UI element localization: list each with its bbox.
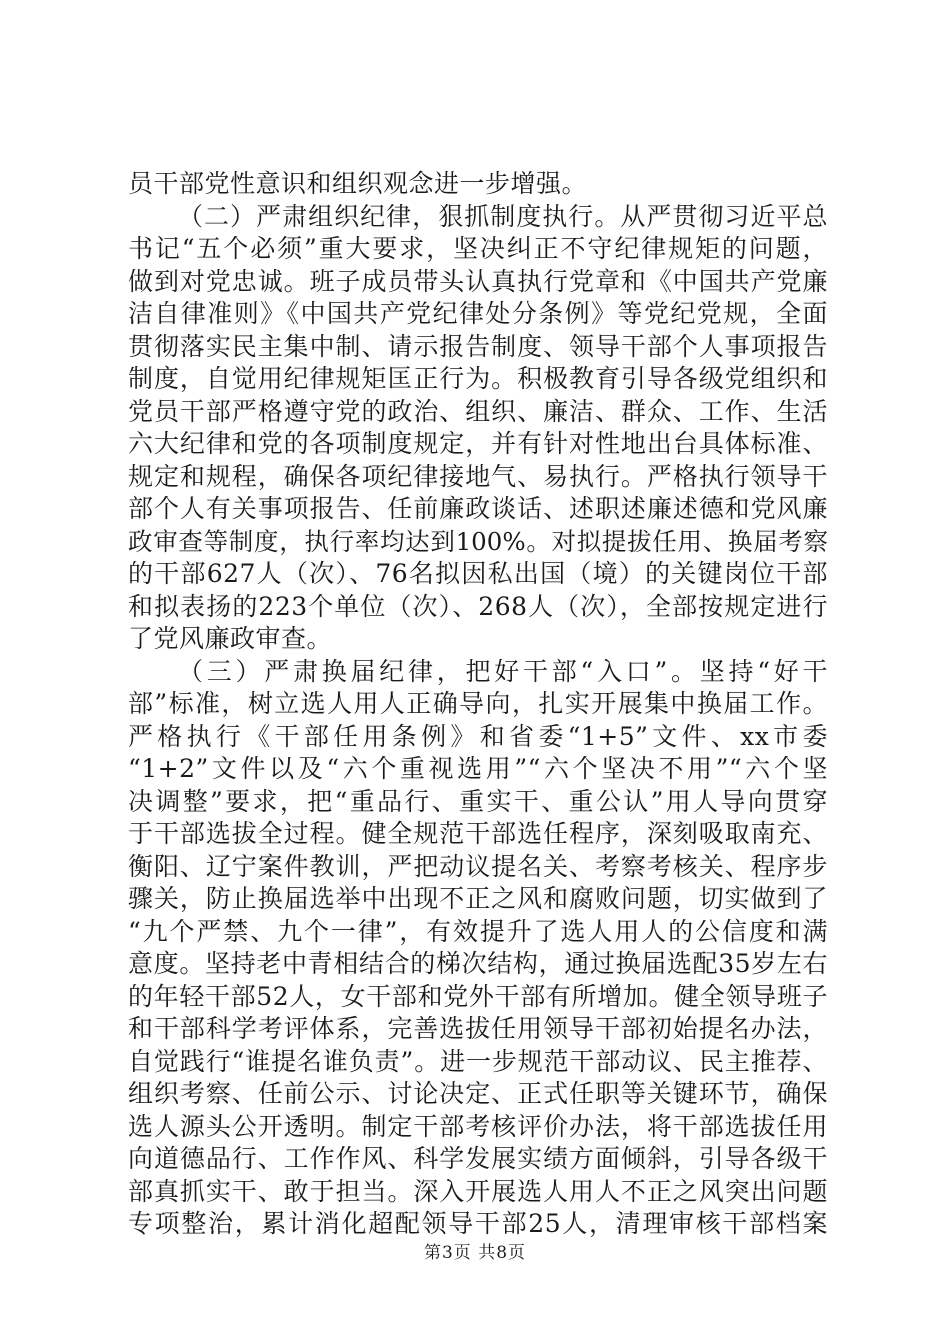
text-line: 专项整治，累计消化超配领导干部25人，清理审核干部档案 — [128, 1209, 828, 1238]
text-line: 骤关，防止换届选举中出现不正之风和腐败问题，切实做到了 — [128, 884, 828, 913]
text-line: 和干部科学考评体系，完善选拔任用领导干部初始提名办法， — [128, 1014, 828, 1043]
text-line: 自觉践行“谁提名谁负责”。进一步规范干部动议、民主推荐、 — [128, 1046, 828, 1076]
text-line: 六大纪律和党的各项制度规定，并有针对性地出台具体标准、 — [128, 429, 828, 458]
text-line: 选人源头公开透明。制定干部考核评价办法，将干部选拔任用 — [128, 1111, 828, 1141]
text-line: 书记“五个必须”重大要求，坚决纠正不守纪律规矩的问题， — [128, 234, 828, 263]
text-line: 制度，自觉用纪律规矩匡正行为。积极教育引导各级党组织和 — [128, 364, 828, 393]
text-line: 和拟表扬的223个单位（次）、268人（次），全部按规定进行 — [128, 591, 828, 621]
document-body — [128, 168, 828, 1241]
text-line: 做到对党忠诚。班子成员带头认真执行党章和《中国共产党廉 — [128, 266, 828, 296]
text-line: 衡阳、辽宁案件教训，严把动议提名关、考察考核关、程序步 — [128, 851, 828, 881]
text-line: 向道德品行、工作作风、科学发展实绩方面倾斜，引导各级干 — [128, 1144, 828, 1173]
text-line: （二）严肃组织纪律，狠抓制度执行。从严贯彻习近平总 — [178, 201, 828, 231]
text-line: 的干部627人（次）、76名拟因私出国（境）的关键岗位干部 — [128, 559, 828, 588]
text-line: 组织考察、任前公示、讨论决定、正式任职等关键环节，确保 — [128, 1079, 828, 1108]
page-number-footer: 第3页 共8页 — [423, 1243, 527, 1263]
text-line: 严格执行《干部任用条例》和省委“1+5”文件、xx市委 — [128, 721, 828, 751]
text-line: 贯彻落实民主集中制、请示报告制度、领导干部个人事项报告 — [128, 331, 828, 361]
text-line: 的年轻干部52人，女干部和党外干部有所增加。健全领导班子 — [128, 981, 828, 1011]
text-line: 部真抓实干、敢于担当。深入开展选人用人不正之风突出问题 — [128, 1176, 828, 1206]
text-line: 部个人有关事项报告、任前廉政谈话、述职述廉述德和党风廉 — [128, 494, 828, 523]
text-line: 于干部选拔全过程。健全规范干部选任程序，深刻吸取南充、 — [128, 819, 828, 848]
text-line: 规定和规程，确保各项纪律接地气、易执行。严格执行领导干 — [128, 461, 828, 491]
text-line: 政审查等制度，执行率均达到100%。对拟提拔任用、换届考察 — [128, 526, 828, 556]
text-line: 员干部党性意识和组织观念进一步增强。 — [128, 169, 588, 198]
text-line: 意度。坚持老中青相结合的梯次结构，通过换届选配35岁左右 — [128, 949, 828, 978]
text-line: “1+2”文件以及“六个重视选用”“六个坚决不用”“六个坚 — [128, 754, 828, 783]
text-line: 了党风廉政审查。 — [128, 624, 333, 653]
text-line: （三）严肃换届纪律，把好干部“入口”。坚持“好干 — [178, 656, 828, 686]
text-line: 决调整”要求，把“重品行、重实干、重公认”用人导向贯穿 — [128, 786, 828, 816]
text-line: “九个严禁、九个一律”，有效提升了选人用人的公信度和满 — [128, 916, 828, 946]
text-line: 部”标准，树立选人用人正确导向，扎实开展集中换届工作。 — [128, 689, 828, 718]
text-line: 党员干部严格遵守党的政治、组织、廉洁、群众、工作、生活 — [128, 396, 828, 426]
text-line: 洁自律准则》《中国共产党纪律处分条例》等党纪党规，全面 — [128, 299, 828, 328]
